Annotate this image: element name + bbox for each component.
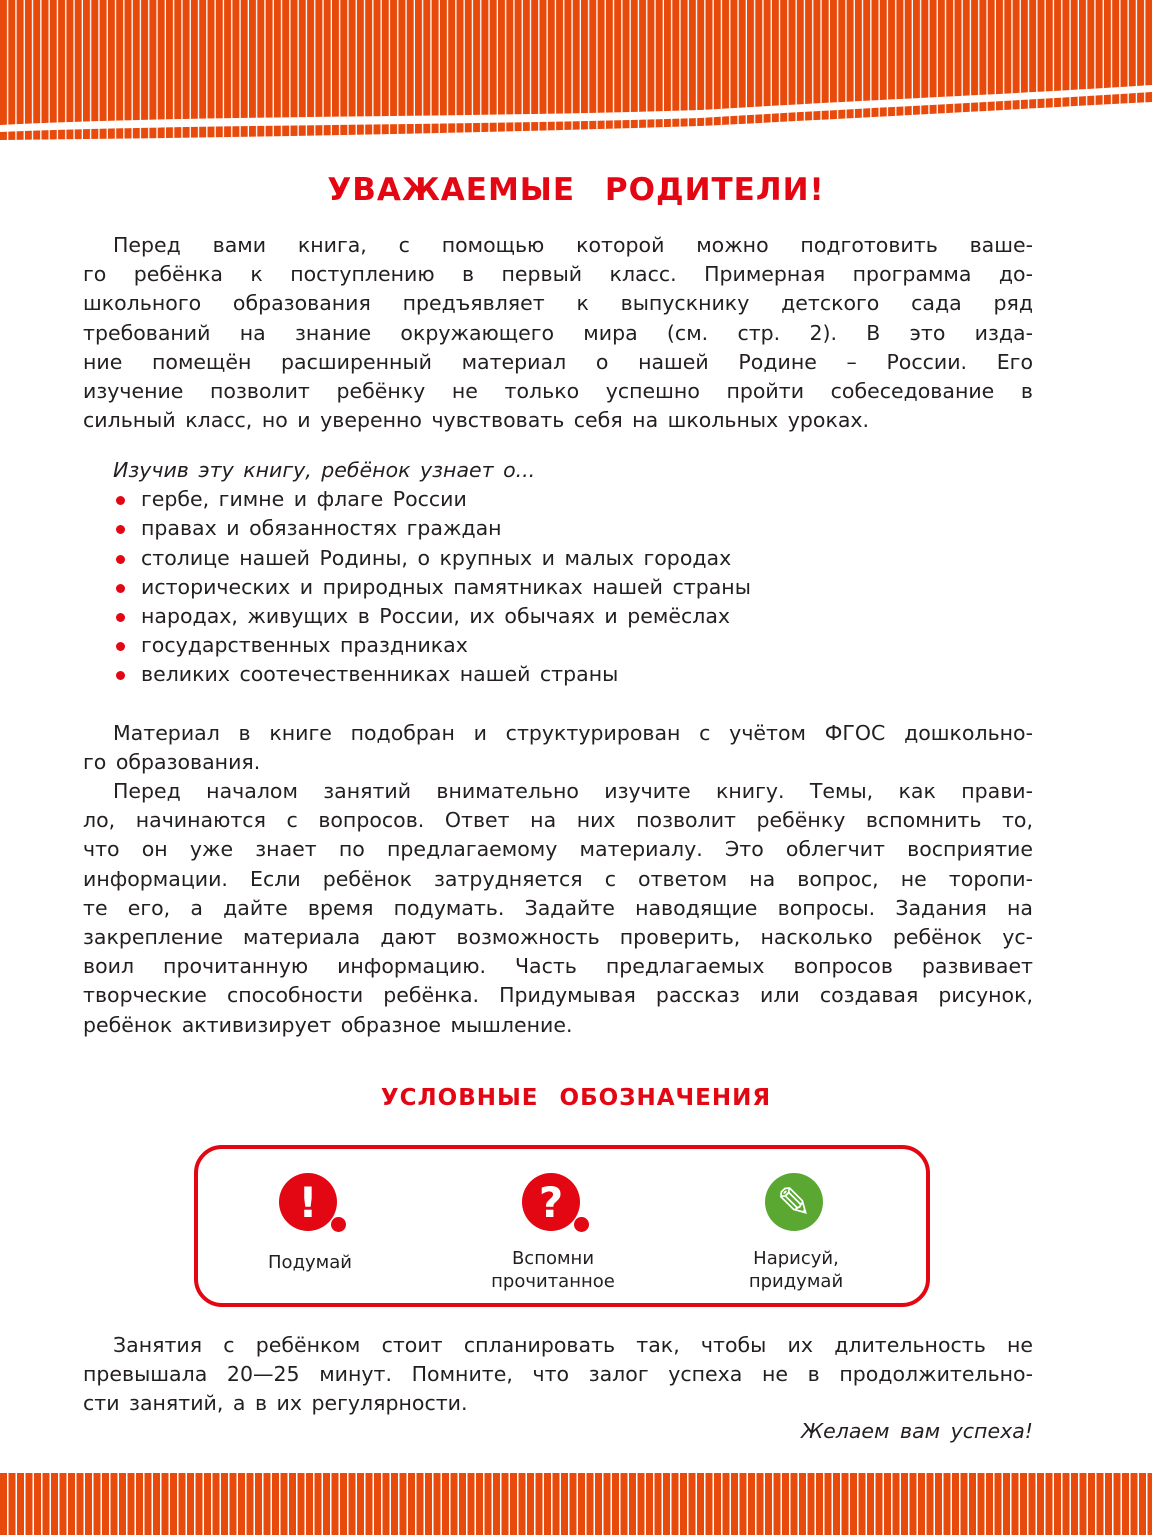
text-line: превышала 20—25 минут. Помните, что залог успеха не в продолжительно- — [83, 1362, 1033, 1387]
text-line: сти занятий, а в их регулярности. — [83, 1391, 468, 1416]
dot-icon — [574, 1217, 589, 1232]
list-intro: Изучив эту книгу, ребёнок узнает о... — [113, 458, 536, 482]
text-line: ребёнок активизирует образное мышление. — [83, 1012, 573, 1037]
list-item — [113, 514, 1033, 543]
learn-list — [83, 456, 1033, 690]
text-line: го образования. — [83, 750, 261, 775]
text-line: творческие способности ребёнка. Придумывая рассказ или создавая рисунок, — [83, 983, 1033, 1008]
exclamation-glyph: ! — [279, 1173, 337, 1231]
list-item — [113, 631, 1033, 660]
sign-off: Желаем вам успеха! — [801, 1419, 1033, 1443]
material-paragraph — [83, 719, 1033, 777]
text-line: Материал в книге подобран и структурирован с учётом ФГОС дошкольно- — [113, 721, 1033, 745]
bullet-icon — [116, 642, 125, 651]
list-item — [113, 544, 1033, 573]
list-item-text: правах и обязанностях граждан — [141, 516, 502, 541]
question-glyph: ? — [522, 1173, 580, 1231]
text-line: воил прочитанную информацию. Часть предлагаемых вопросов развивает — [83, 954, 1033, 979]
legend-item — [696, 1169, 896, 1293]
text-line: те его, а дайте время подумать. Задайте наводящие вопросы. Задания на — [83, 895, 1033, 920]
text-line: закрепление материала дают возможность проверить, насколько ребёнок ус- — [83, 925, 1033, 950]
list-item — [113, 602, 1033, 631]
intro-paragraph — [83, 231, 1033, 435]
closing-paragraph — [83, 1331, 1033, 1419]
legend-label: Вспомни — [511, 1248, 595, 1269]
exclamation-icon — [275, 1169, 345, 1239]
page-title: УВАЖАЕМЫЕ РОДИТЕЛИ! — [327, 172, 825, 208]
list-item — [113, 485, 1033, 514]
list-item — [113, 660, 1033, 689]
text-line: ло, начинаются с вопросов. Ответ на них позволит ребёнку вспомнить то, — [83, 808, 1033, 833]
text-line: изучение позволит ребёнку не только успешно пройти собеседование в — [83, 379, 1033, 404]
question-icon — [518, 1169, 588, 1239]
legend-title: УСЛОВНЫЕ ОБОЗНАЧЕНИЯ — [380, 1085, 772, 1111]
pencil-glyph: ✎ — [765, 1173, 823, 1231]
list-item-text: народах, живущих в России, их обычаях и ремёслах — [141, 604, 731, 629]
list-item — [113, 573, 1033, 602]
legend-item — [453, 1169, 653, 1293]
legend-label-2: придумай — [748, 1271, 844, 1292]
legend-label: Подумай — [268, 1252, 352, 1273]
bullet-icon — [116, 584, 125, 593]
bullet-icon — [116, 496, 125, 505]
method-paragraph — [83, 777, 1033, 1040]
list-item-text: гербе, гимне и флаге России — [141, 487, 467, 512]
list-item-text: исторических и природных памятниках нашей страны — [141, 574, 751, 599]
legend-item — [210, 1169, 410, 1274]
pencil-icon — [761, 1169, 831, 1239]
text-line: Перед началом занятий внимательно изучите книгу. Темы, как прави- — [113, 779, 1033, 803]
list-item-text: государственных праздниках — [141, 633, 468, 658]
legend-label: Нарисуй, — [753, 1248, 839, 1269]
text-line: Перед вами книга, с помощью которой можно подготовить ваше- — [113, 233, 1033, 257]
bullet-icon — [116, 555, 125, 564]
text-line: го ребёнка к поступлению в первый класс. Примерная программа до- — [83, 262, 1033, 287]
list-item-text: великих соотечественниках нашей страны — [141, 662, 619, 687]
text-line: Занятия с ребёнком стоит спланировать так, чтобы их длительность не — [113, 1333, 1033, 1357]
text-line: ние помещён расширенный материал о нашей Родине – России. Его — [83, 349, 1033, 374]
header-stripe-wave — [0, 0, 1152, 145]
text-line: сильный класс, но и уверенно чувствовать себя на школьных уроках. — [83, 408, 870, 433]
text-line: информации. Если ребёнок затрудняется с ответом на вопрос, не торопи- — [83, 866, 1033, 891]
legend-box — [194, 1145, 930, 1307]
text-line: что он уже знает по предлагаемому материалу. Это облегчит восприятие — [83, 837, 1033, 862]
list-item-text: столице нашей Родины, о крупных и малых городах — [141, 545, 732, 570]
legend-label-2: прочитанное — [491, 1271, 615, 1292]
dot-icon — [331, 1217, 346, 1232]
text-line: требований на знание окружающего мира (см. стр. 2). В это изда- — [83, 320, 1033, 345]
text-line: школьного образования предъявляет к выпускнику детского сада ряд — [83, 291, 1033, 316]
bullet-icon — [116, 525, 125, 534]
bullet-icon — [116, 613, 125, 622]
footer-stripes — [0, 1473, 1152, 1535]
bullet-icon — [116, 671, 125, 680]
